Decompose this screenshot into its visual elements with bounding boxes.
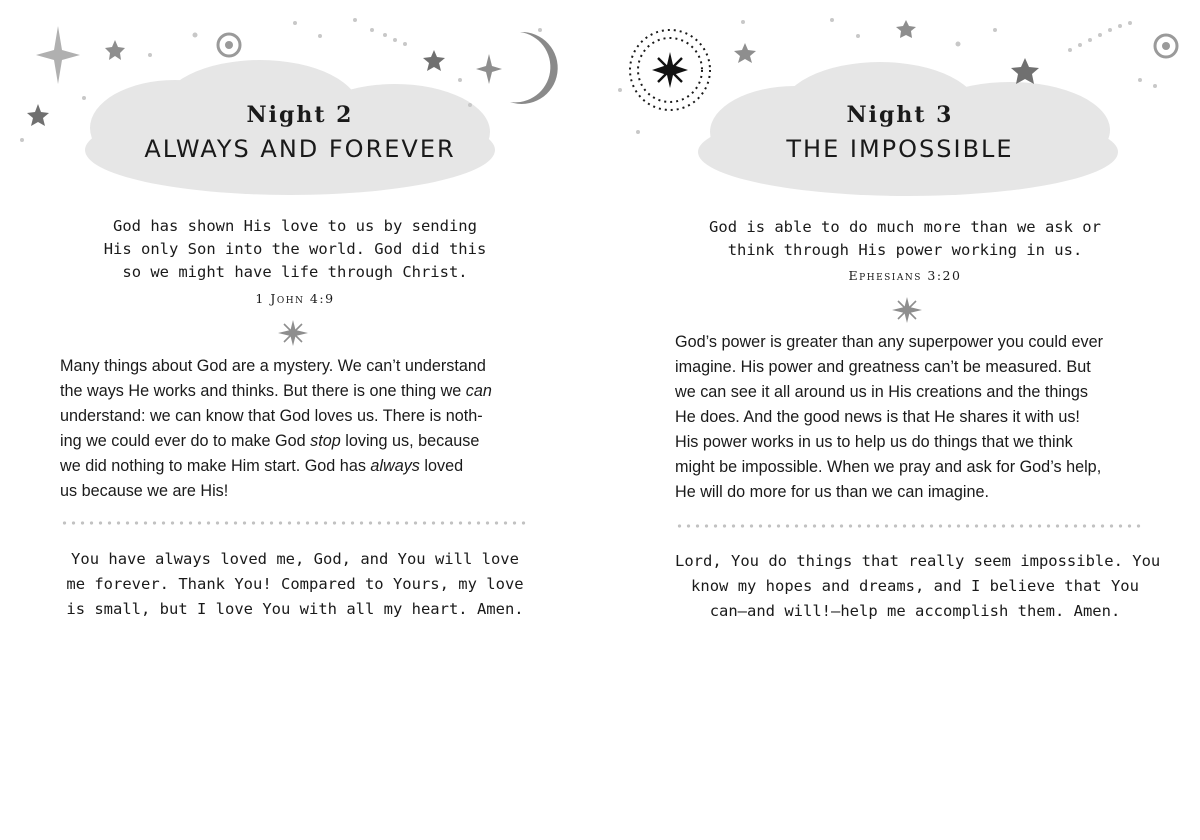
starburst-icon [630,30,710,110]
verse-line: His only Son into the world. God did this [103,240,487,258]
body-line: God’s power is greater than any superpower you could ever [675,333,1104,351]
prayer-text [675,549,1161,624]
body-line: Many things about God are a mystery. We can’t understand [60,357,486,375]
emphasis: can [465,382,492,400]
star-icon [1011,58,1039,84]
devotional-body [675,330,1155,505]
body-line: we did nothing to make Him start. God has always loved [60,457,464,475]
cloud [698,62,1118,196]
dotted-divider [675,524,1145,528]
body-line: He will do more for us than we can imagine. [675,483,990,501]
sparkle-icon [476,54,502,84]
prayer-line: Lord, You do things that really seem impossible. You [675,552,1161,570]
night-label: Night 3 [846,102,954,128]
body-line: the ways He works and thinks. But there is one thing we can [60,382,492,400]
star-icon [734,43,756,63]
body-line: He does. And the good news is that He shares it with us! [675,408,1080,426]
crescent-moon-icon [510,32,558,104]
emphasis: stop [310,432,341,450]
prayer-line: me forever. Thank You! Compared to Yours, my love [66,575,524,593]
prayer-line: can—and will!—help me accomplish them. Amen. [709,602,1121,620]
prayer-line: know my hopes and dreams, and I believe that You [691,577,1139,595]
body-line: His power works in us to help us do things that we think [675,433,1073,451]
chapter-title: THE IMPOSSIBLE [786,135,1014,163]
star-icon [896,20,916,38]
bullseye-icon [218,34,240,56]
night-label: Night 2 [246,102,354,128]
body-line: imagine. His power and greatness can’t be measured. But [675,358,1091,376]
star-icon [423,50,445,71]
chapter-title: ALWAYS AND FOREVER [144,135,456,163]
sparkle-divider-icon [890,295,924,325]
devotional-body [60,354,540,504]
verse-line: so we might have life through Christ. [122,263,468,281]
star-icon [105,40,125,60]
scripture-reference: Ephesians 3:20 [848,268,962,283]
prayer-text [60,547,530,622]
sparkle-icon [36,26,80,84]
scripture-reference: 1 John 4:9 [255,291,335,306]
verse-line: God is able to do much more than we ask or [709,218,1101,236]
verse-line: think through His power working in us. [727,241,1083,259]
sparkle-divider-icon [276,318,310,348]
verse-line: God has shown His love to us by sending [113,217,477,235]
scripture-verse [80,215,510,284]
right-page [600,0,1200,840]
body-line: us because we are His! [60,482,229,500]
bullseye-icon [1155,35,1177,57]
body-line: might be impossible. When we pray and ask for God’s help, [675,458,1102,476]
emphasis: always [370,457,420,475]
body-line: ing we could ever do to make God stop loving us, because [60,432,480,450]
scripture-verse [690,216,1120,262]
prayer-line: is small, but I love You with all my heart. Amen. [66,600,524,618]
body-line: understand: we can know that God loves us. There is noth- [60,407,483,425]
dotted-divider [60,521,528,525]
prayer-line: You have always loved me, God, and You will love [71,550,519,568]
body-line: we can see it all around us in His creations and the things [675,383,1089,401]
